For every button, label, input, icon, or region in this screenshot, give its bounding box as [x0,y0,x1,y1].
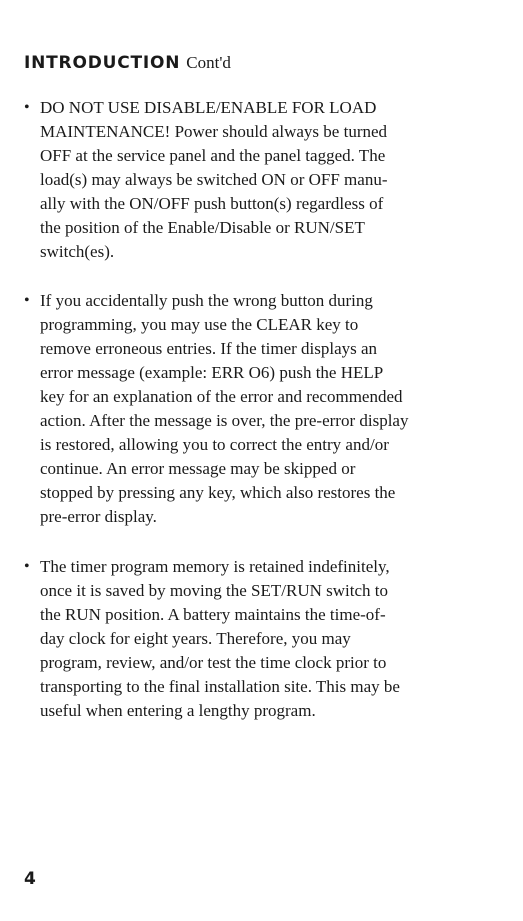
text-line: the position of the Enable/Disable or RUN/SET [40,218,365,237]
text-line: useful when entering a lengthy program. [40,701,316,720]
text-line: continue. An error message may be skipped or [40,459,356,478]
text-line: once it is saved by moving the SET/RUN switch to [40,581,388,600]
bullet-item-program-memory [24,555,474,723]
text-line: program, review, and/or test the time clock prior to [40,653,387,672]
bullet-text [40,96,474,264]
text-line: OFF at the service panel and the panel tagged. The [40,146,386,165]
page-number: 4 [24,869,36,889]
text-line: DO NOT USE DISABLE/ENABLE FOR LOAD [40,98,377,117]
text-line: switch(es). [40,242,115,261]
heading-title: INTRODUCTION [24,53,181,73]
text-line: The timer program memory is retained indefinitely, [40,557,390,576]
text-line: If you accidentally push the wrong button during [40,291,373,310]
bullet-item-clear-key [24,289,474,529]
text-line: programming, you may use the CLEAR key to [40,315,359,334]
text-line: MAINTENANCE! Power should always be turned [40,122,388,141]
text-line: action. After the message is over, the pre-error display [40,411,409,430]
text-line: stopped by pressing any key, which also restores the [40,483,396,502]
text-line: the RUN position. A battery maintains the time-of- [40,605,386,624]
section-heading [24,52,231,75]
bullet-text [40,555,474,723]
text-line: ally with the ON/OFF push button(s) regardless of [40,194,384,213]
text-line: pre-error display. [40,507,157,526]
bullet-item-disable-enable [24,96,474,264]
bullet-icon: • [24,99,30,116]
text-line: error message (example: ERR O6) push the HELP [40,363,384,382]
bullet-text [40,289,474,529]
bullet-icon: • [24,292,30,309]
text-line: is restored, allowing you to correct the entry and/or [40,435,389,454]
text-line: remove erroneous entries. If the timer displays an [40,339,378,358]
bullet-icon: • [24,558,30,575]
text-line: day clock for eight years. Therefore, you may [40,629,351,648]
heading-continued: Cont'd [186,53,231,72]
text-line: load(s) may always be switched ON or OFF manu- [40,170,388,189]
text-line: transporting to the final installation site. This may be [40,677,400,696]
text-line: key for an explanation of the error and recommended [40,387,403,406]
